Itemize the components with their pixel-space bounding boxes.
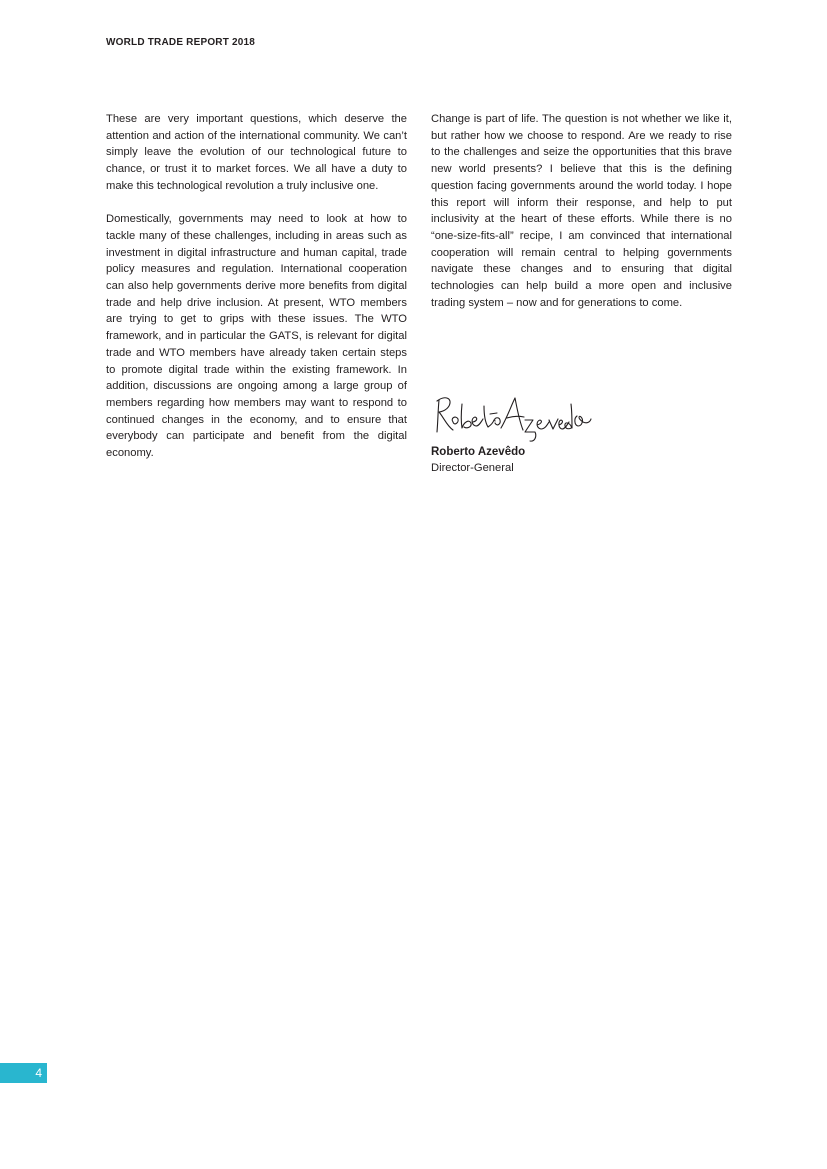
running-header: WORLD TRADE REPORT 2018 (106, 37, 256, 48)
left-column (106, 111, 407, 478)
body-paragraph: Change is part of life. The question is not whether we like it, but rather how we choose to respond. Are we ready to rise to the challenges and seize the opportunities that this brave new world presents? I believe that this is the defining question facing governments around the world today. I hope this report will inform their response, and help to put inclusivity at the heart of these efforts. While there is no “one-size-fits-all” recipe, I am convinced that international cooperation will remain central to helping governments navigate these changes and to ensuring that digital technologies can help build a more open and inclusive trading system – now and for generations to come. (431, 113, 732, 309)
page-number: 4 (35, 1066, 42, 1080)
handwritten-signature (431, 392, 593, 444)
signer-title: Director-General (431, 462, 514, 474)
body-paragraph: These are very important questions, which deserve the attention and action of the international community. We can’t simply leave the evolution of our technological future to chance, or trust it to market forces. We all have a duty to make this technological revolution a truly inclusive one. (106, 113, 407, 192)
page-number-tab (0, 1063, 47, 1083)
body-paragraph: Domestically, governments may need to look at how to tackle many of these challenges, including in areas such as investment in digital infrastructure and human capital, trade policy measures and regulation. International cooperation can also help governments derive more benefits from digital trade and help drive inclusion. At present, WTO members are trying to get to grips with these issues. The WTO framework, and in particular the GATS, is relevant for digital trade and WTO members have already taken certain steps to promote digital trade within the existing framework. In addition, discussions are ongoing among a large group of members regarding how members may want to respond to continued changes in the economy, and to ensure that everybody can participate and benefit from the digital economy. (106, 213, 407, 460)
signer-name: Roberto Azevêdo (431, 446, 526, 458)
signature-block (431, 392, 732, 476)
right-column (431, 111, 732, 328)
